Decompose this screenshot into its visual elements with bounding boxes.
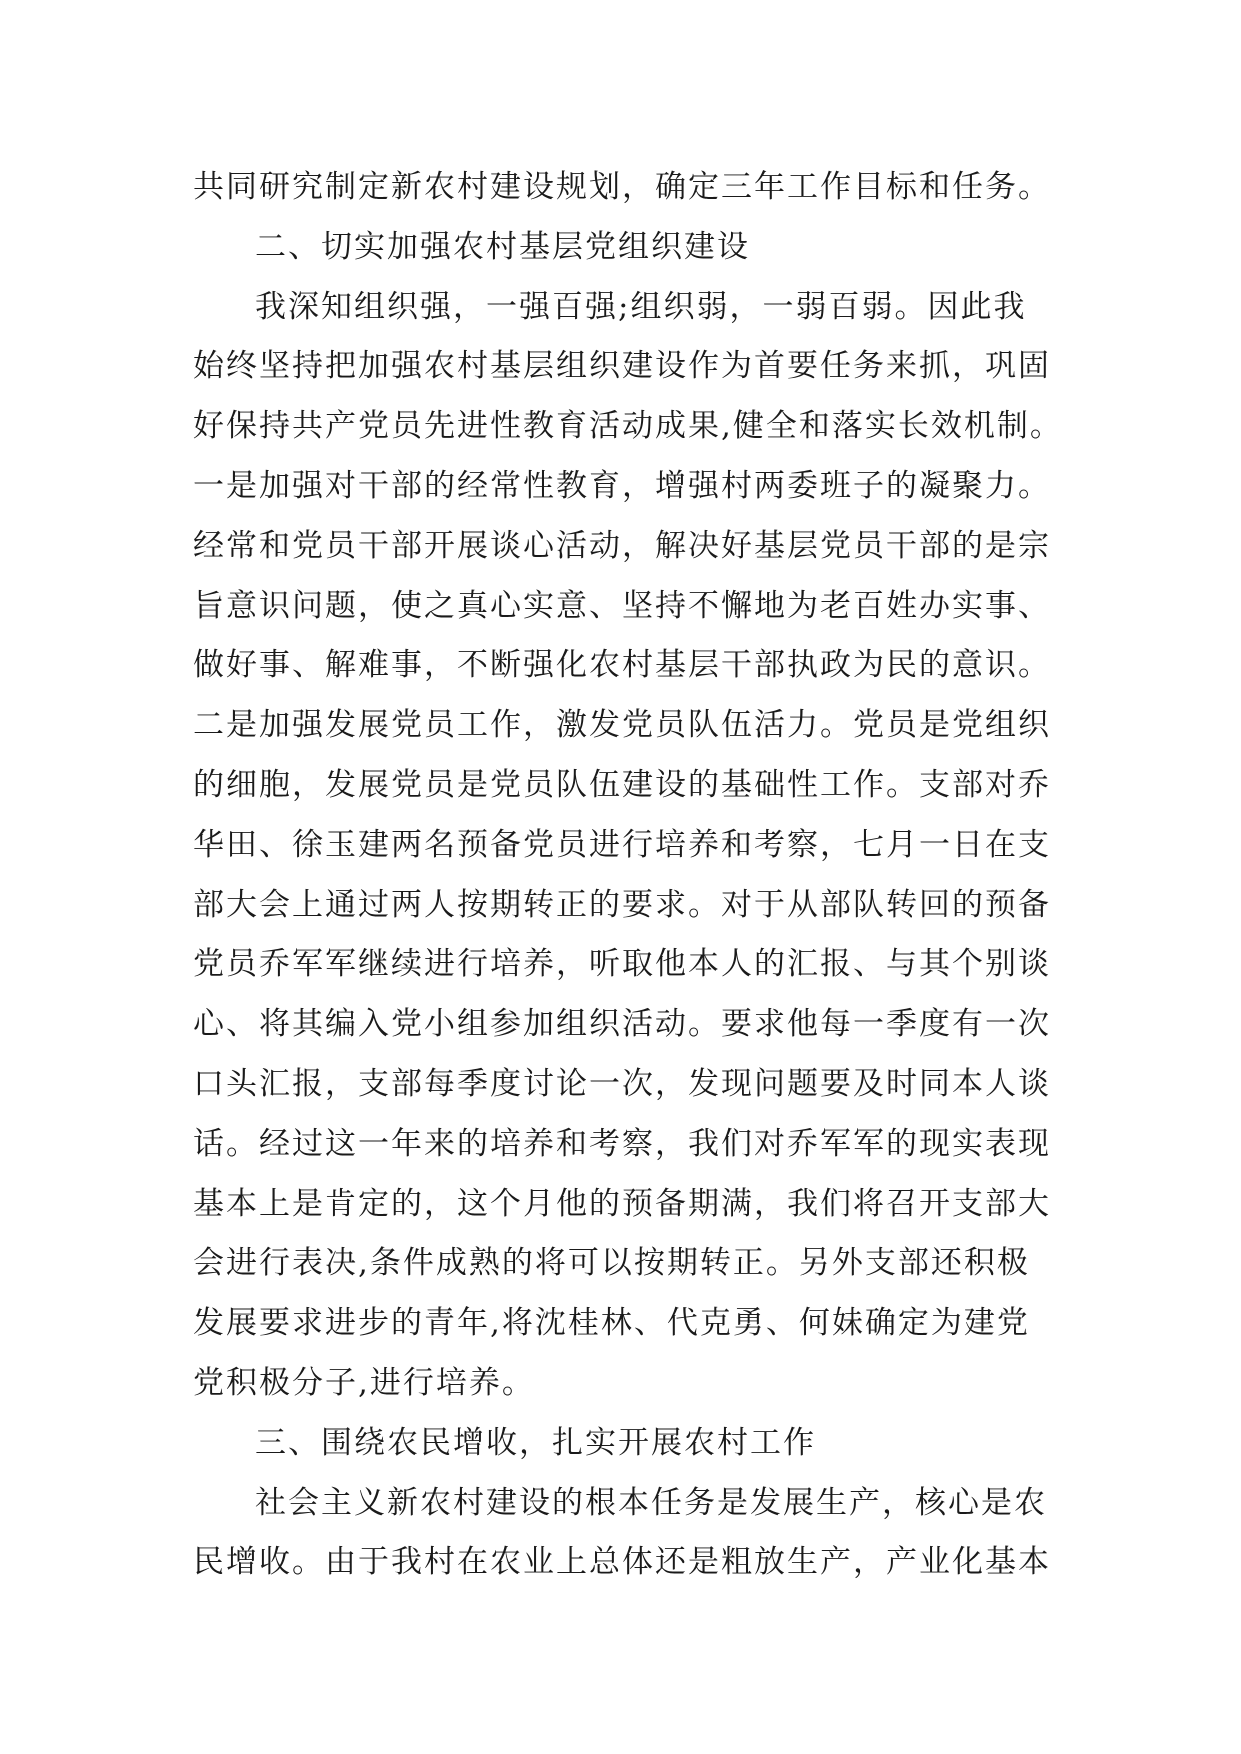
text-line: 话。经过这一年来的培养和考察，我们对乔军军的现实表现 [193,1125,1051,1162]
text-line: 部大会上通过两人按期转正的要求。对于从部队转回的预备 [193,886,1051,923]
text-line: 做好事、解难事，不断强化农村基层干部执政为民的意识。 [193,647,1051,684]
text-line: 共同研究制定新农村建设规划，确定三年工作目标和任务。 [193,169,1051,205]
section-heading: 二、切实加强农村基层党组织建设 [255,228,750,265]
text-line: 好保持共产党员先进性教育活动成果,健全和落实长效机制。 [193,408,1063,445]
text-line: 党积极分子,进行培养。 [193,1364,535,1401]
text-line: 民增收。由于我村在农业上总体还是粗放生产，产业化基本 [193,1544,1051,1581]
text-line: 发展要求进步的青年,将沈桂林、代克勇、何妹确定为建党 [193,1305,1030,1342]
text-line: 经常和党员干部开展谈心活动，解决好基层党员干部的是宗 [193,527,1051,564]
paragraph-first-line: 社会主义新农村建设的根本任务是发展生产，核心是农 [255,1484,1047,1521]
document-body [193,158,1063,1593]
section-heading: 三、围绕农民增收，扎实开展农村工作 [255,1424,816,1461]
text-line: 的细胞，发展党员是党员队伍建设的基础性工作。支部对乔 [193,766,1051,803]
text-line: 始终坚持把加强农村基层组织建设作为首要任务来抓，巩固 [193,348,1051,385]
text-line: 华田、徐玉建两名预备党员进行培养和考察，七月一日在支 [193,826,1051,863]
text-line: 一是加强对干部的经常性教育，增强村两委班子的凝聚力。 [193,467,1051,504]
text-line: 基本上是肯定的，这个月他的预备期满，我们将召开支部大 [193,1185,1051,1222]
paragraph-first-line: 我深知组织强，一强百强;组织弱，一弱百弱。因此我 [255,288,1027,325]
text-line: 旨意识问题，使之真心实意、坚持不懈地为老百姓办实事、 [193,587,1051,624]
text-line: 口头汇报，支部每季度讨论一次，发现问题要及时同本人谈 [193,1065,1051,1102]
text-line: 二是加强发展党员工作，激发党员队伍活力。党员是党组织 [193,707,1051,744]
text-line: 党员乔军军继续进行培养，听取他本人的汇报、与其个别谈 [193,946,1051,983]
text-line: 心、将其编入党小组参加组织活动。要求他每一季度有一次 [193,1006,1051,1043]
text-line: 会进行表决,条件成熟的将可以按期转正。另外支部还积极 [193,1245,1030,1282]
